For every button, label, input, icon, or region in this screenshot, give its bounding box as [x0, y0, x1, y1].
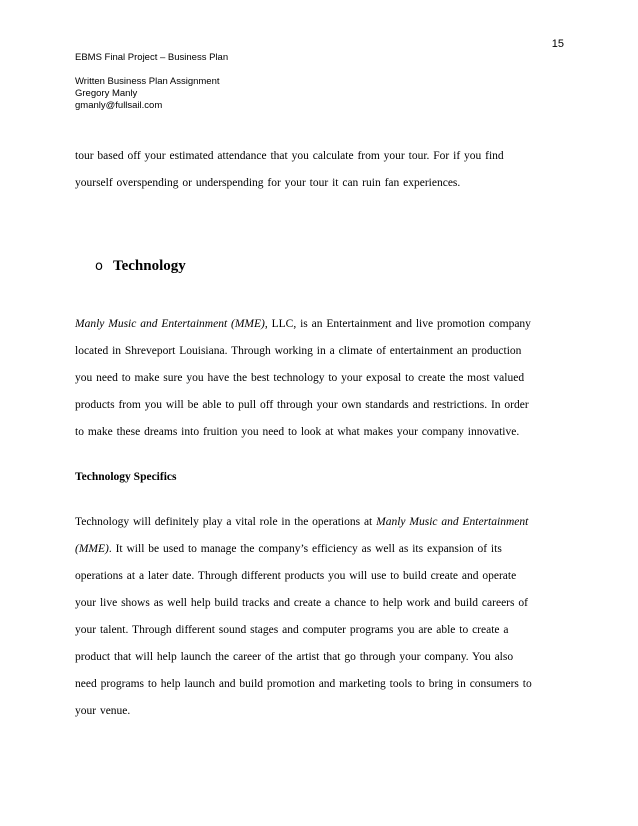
company-name-italic: Manly Music and Entertainment	[376, 516, 529, 528]
paragraph-line-rest: . It will be used to manage the company’s efficiency as well as its expansion of its	[108, 543, 502, 555]
paragraph-line: tour based off your estimated attendance that you calculate from your tour. For if you find	[75, 150, 504, 162]
paragraph-line: yourself overspending or underspending for your tour it can ruin fan experiences.	[75, 177, 461, 189]
paragraph-line: your talent. Through different sound stages and computer programs you are able to create a	[75, 624, 509, 636]
paragraph-line: you need to make sure you have the best technology to your exposal to create the most valued	[75, 372, 525, 384]
paragraph-line: need programs to help launch and build promotion and marketing tools to bring in consumers to	[75, 678, 532, 690]
paragraph-line	[75, 509, 565, 536]
paragraph-line: your venue.	[75, 705, 131, 717]
section-heading-technology	[95, 258, 186, 275]
paragraph-line	[75, 536, 565, 563]
header-author-name: Gregory Manly	[75, 88, 138, 99]
company-abbrev-italic: (MME)	[75, 543, 109, 555]
paragraph-tour-budget	[75, 143, 565, 197]
header-author-email: gmanly@fullsail.com	[75, 100, 163, 111]
paragraph-line: operations at a later date. Through different products you will use to build create and operate	[75, 570, 517, 582]
paragraph-technology-specifics	[75, 509, 565, 725]
paragraph-technology-intro	[75, 311, 565, 446]
section-heading-text: Technology	[112, 258, 186, 274]
header-assignment-title: Written Business Plan Assignment	[75, 76, 220, 87]
page-number: 15	[551, 38, 564, 50]
paragraph-line: product that will help launch the career of the artist that go through your company. You also	[75, 651, 514, 663]
paragraph-line: products from you will be able to pull off through your own standards and restrictions. In order	[75, 399, 529, 411]
paragraph-line: located in Shreveport Louisiana. Through working in a climate of entertainment an production	[75, 345, 522, 357]
paragraph-line-rest: , LLC, is an Entertainment and live promotion company	[264, 318, 531, 330]
subheading-technology-specifics: Technology Specifics	[75, 471, 177, 483]
hollow-bullet-icon: o	[95, 259, 103, 274]
document-header	[75, 52, 228, 112]
paragraph-line	[75, 311, 565, 338]
paragraph-line: your live shows as well help build tracks and create a chance to help work and build careers of	[75, 597, 528, 609]
company-name-italic: Manly Music and Entertainment (MME)	[75, 318, 265, 330]
header-project-title: EBMS Final Project – Business Plan	[75, 52, 229, 63]
paragraph-line-start: Technology will definitely play a vital role in the operations at	[75, 516, 377, 528]
paragraph-line: to make these dreams into fruition you need to look at what makes your company innovative.	[75, 426, 520, 438]
